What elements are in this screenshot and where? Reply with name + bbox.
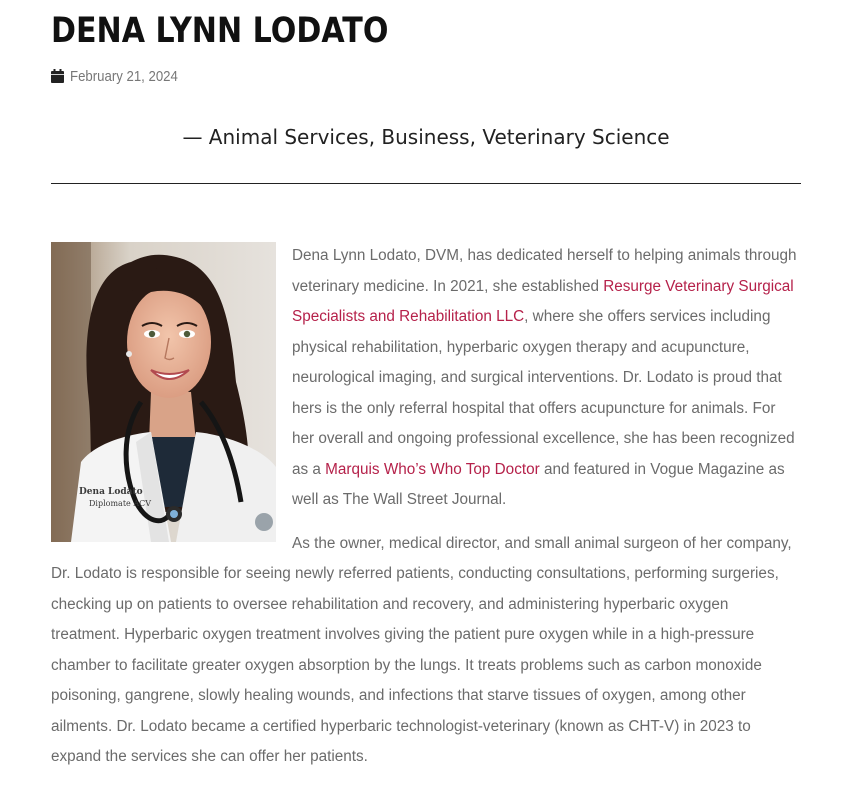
resurge-link[interactable]: Resurge Veterinary Surgical Specialists and Rehabilitation LLC <box>292 277 794 325</box>
bio-text: , where she offers services including physical rehabilitation, hyperbaric oxygen therapy and acupuncture, neurological imaging, and surgical interventions. Dr. Lodato is proud that hers is the only referral hospital that offers acupuncture for animals. For her overall and ongoing professional excellence, she has been recognized as a <box>292 308 795 478</box>
bio-text: and featured in Vogue Magazine as well as The Wall Street Journal. <box>292 460 785 508</box>
coat-name-text: Dena Lodato <box>79 487 143 497</box>
bio-text: Dena Lynn Lodato, DVM, has dedicated herself to helping animals through veterinary medicine. In 2021, she established <box>292 247 797 295</box>
coat-title-text: Diplomate ACV <box>89 499 151 508</box>
post-date[interactable]: February 21, 2024 <box>70 67 178 85</box>
post-categories[interactable]: — Animal Services, Business, Veterinary Science <box>182 125 670 149</box>
marquis-link[interactable]: Marquis Who’s Who Top Doctor <box>325 460 540 478</box>
calendar-icon <box>51 69 64 83</box>
post-meta <box>51 66 193 86</box>
post-title: DENA LYNN LODATO <box>51 11 389 51</box>
bio-paragraph-2: As the owner, medical director, and small animal surgeon of her company, Dr. Lodato is responsible for seeing newly referred patients, conducting consultations, performing surgeries, checking up on patients to oversee rehabilitation and recovery, and administering hyperbaric oxygen treatment. Hyperbaric oxygen treatment involves giving the patient pure oxygen while in a high-pressure chamber to facilitate greater oxygen absorption by the lungs. It treats problems such as carbon monoxide poisoning, gangrene, slowly healing wounds, and infections that starve tissues of oxygen, among other ailments. Dr. Lodato became a certified hyperbaric technologist-veterinary (known as CHT-V) in 2023 to expand the services she can offer her patients. <box>51 534 792 765</box>
post-content <box>51 241 801 786</box>
profile-photo <box>51 242 276 542</box>
divider <box>51 183 801 184</box>
